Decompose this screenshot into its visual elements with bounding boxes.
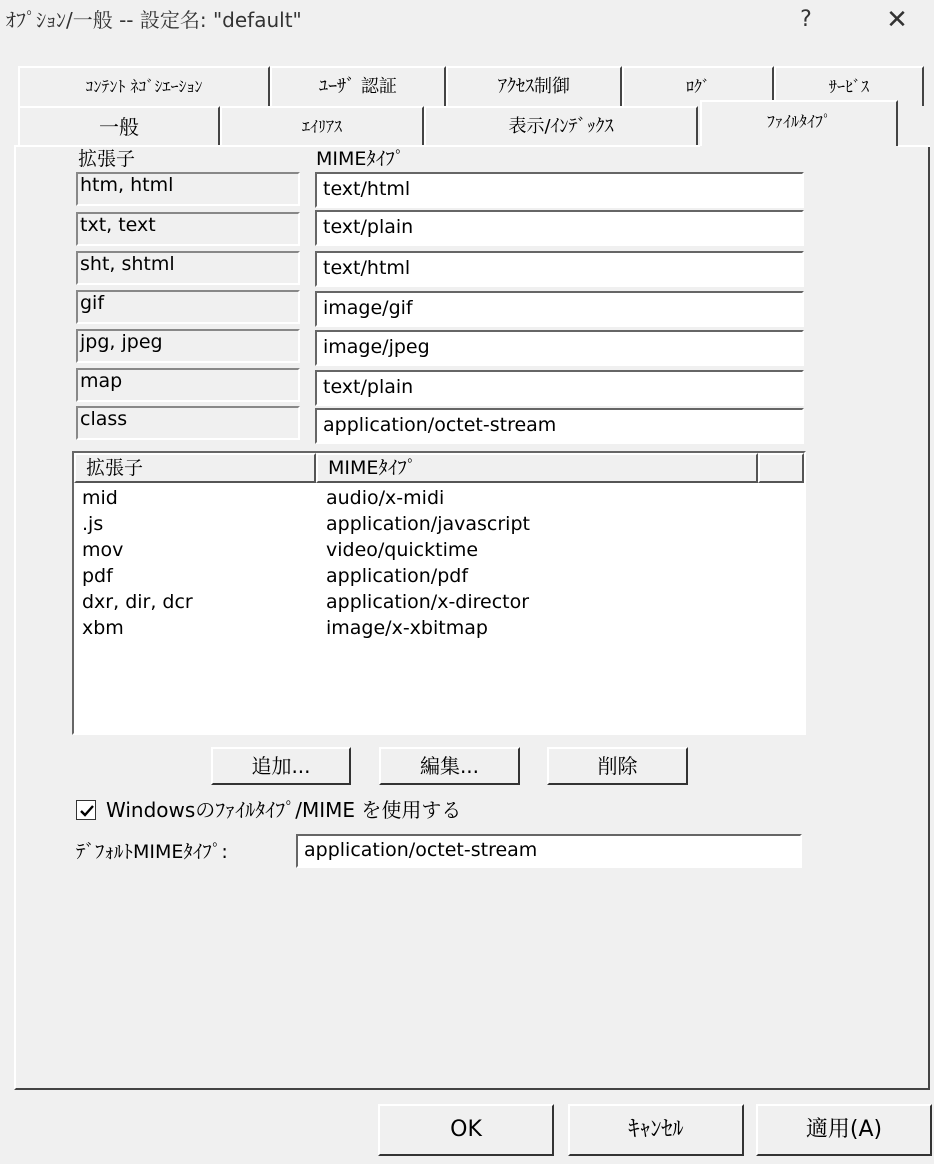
column-header-blank: [758, 453, 804, 483]
tab-alias[interactable]: ｴｲﾘｱｽ: [220, 106, 424, 146]
panel-border: [898, 145, 930, 147]
close-button[interactable]: ✕: [886, 5, 908, 35]
ext-cell: jpg, jpeg: [76, 329, 300, 363]
ext-cell: gif: [76, 290, 300, 324]
column-header-ext[interactable]: 拡張子: [74, 453, 316, 483]
cancel-button[interactable]: ｷｬﾝｾﾙ: [568, 1104, 744, 1156]
column-header-mime[interactable]: MIMEﾀｲﾌﾟ: [316, 453, 758, 483]
list-item-ext: pdf: [82, 565, 113, 587]
checkmark-icon: [78, 802, 96, 820]
list-item[interactable]: [74, 563, 802, 589]
tab-display-index[interactable]: 表示/ｲﾝﾃﾞｯｸｽ: [424, 106, 698, 146]
use-windows-label: Windowsのﾌｧｲﾙﾀｲﾌﾟ/MIME を使用する: [106, 798, 462, 822]
list-item-ext: dxr, dir, dcr: [82, 591, 193, 613]
tab-general[interactable]: 一般: [18, 106, 220, 146]
tab-file-type[interactable]: ﾌｧｲﾙﾀｲﾌﾟ: [700, 100, 898, 148]
ext-cell: sht, shtml: [76, 251, 300, 285]
ext-cell: txt, text: [76, 212, 300, 246]
mime-field[interactable]: text/html: [315, 251, 804, 287]
use-windows-checkbox[interactable]: [76, 800, 96, 820]
help-button[interactable]: ?: [800, 7, 812, 32]
list-item-mime: application/javascript: [326, 513, 530, 535]
list-item-ext: mid: [82, 487, 118, 509]
list-item-ext: mov: [82, 539, 124, 561]
list-item-mime: video/quicktime: [326, 539, 479, 561]
ext-header: 拡張子: [78, 148, 136, 170]
mime-field[interactable]: application/octet-stream: [315, 408, 804, 444]
default-mime-input[interactable]: application/octet-stream: [296, 834, 802, 868]
list-item-ext: .js: [82, 513, 104, 535]
tab-content-negotiation[interactable]: ｺﾝﾃﾝﾄ ﾈｺﾞｼｴｰｼｮﾝ: [18, 66, 270, 106]
list-item-ext: xbm: [82, 617, 124, 639]
mime-field[interactable]: text/plain: [315, 210, 804, 246]
tab-service[interactable]: ｻｰﾋﾞｽ: [774, 66, 924, 106]
tab-user-auth[interactable]: ﾕｰｻﾞ 認証: [270, 66, 446, 106]
list-item-mime: audio/x-midi: [326, 487, 445, 509]
add-button[interactable]: 追加...: [211, 747, 351, 785]
mime-header: MIMEﾀｲﾌﾟ: [316, 148, 405, 170]
ext-cell: htm, html: [76, 172, 300, 206]
window-title: ｵﾌﾟｼｮﾝ/一般 -- 設定名: "default": [6, 8, 302, 32]
panel-border: [14, 145, 700, 147]
mime-field[interactable]: image/jpeg: [315, 330, 804, 366]
mime-field[interactable]: text/plain: [315, 370, 804, 406]
default-mime-label: ﾃﾞﾌｫﾙﾄMIMEﾀｲﾌﾟ:: [76, 841, 228, 863]
list-item[interactable]: [74, 511, 802, 537]
list-item[interactable]: [74, 589, 802, 615]
mime-field[interactable]: image/gif: [315, 291, 804, 327]
mime-field[interactable]: text/html: [315, 172, 804, 208]
ext-cell: map: [76, 368, 300, 402]
list-item[interactable]: [74, 485, 802, 511]
list-item[interactable]: [74, 537, 802, 563]
list-item-mime: application/x-director: [326, 591, 530, 613]
apply-button[interactable]: 適用(A): [756, 1104, 932, 1156]
mime-list[interactable]: [72, 451, 806, 735]
delete-button[interactable]: 削除: [547, 747, 688, 785]
ok-button[interactable]: OK: [378, 1104, 554, 1156]
edit-button[interactable]: 編集...: [379, 747, 520, 785]
ext-cell: class: [76, 406, 300, 440]
list-item-mime: application/pdf: [326, 565, 469, 587]
list-item-mime: image/x-xbitmap: [326, 617, 488, 639]
list-item[interactable]: [74, 615, 802, 641]
tab-log[interactable]: ﾛｸﾞ: [622, 66, 774, 106]
tab-access-control[interactable]: ｱｸｾｽ制御: [446, 66, 622, 106]
